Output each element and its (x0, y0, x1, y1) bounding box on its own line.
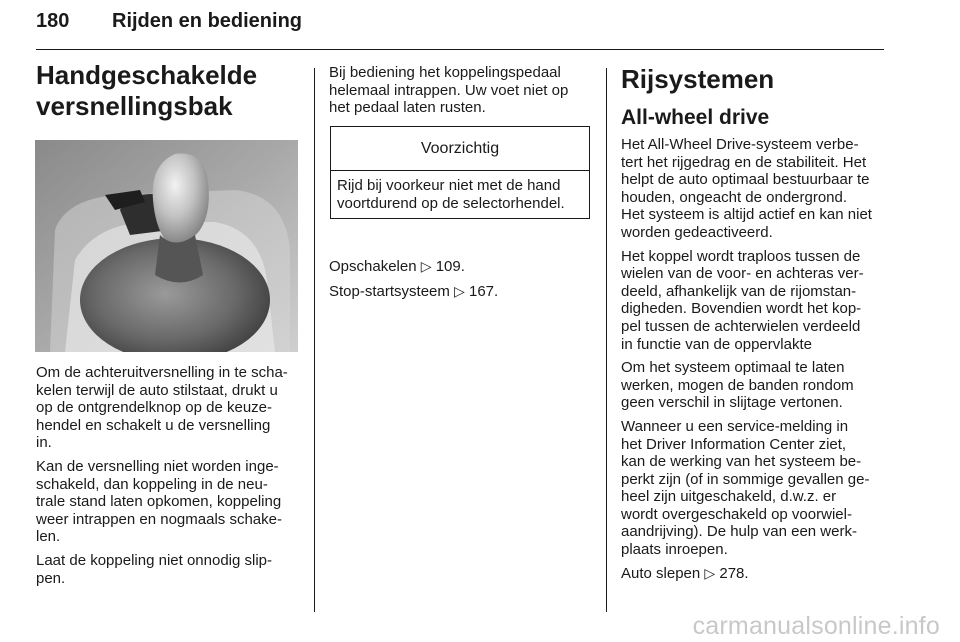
caution-box (330, 126, 590, 219)
page-reference-icon: ▷ (454, 283, 465, 299)
reference-label: Opschakelen (329, 258, 417, 275)
reference-stop-start[interactable] (329, 283, 498, 301)
col1-body (36, 364, 302, 587)
reference-page: 167. (469, 283, 499, 300)
header-rule (36, 49, 884, 50)
col1-heading: Handgeschakelde versnellingsbak (36, 60, 258, 121)
page-reference-icon: ▷ (704, 564, 716, 581)
col1-paragraph-2: Kan de versnelling niet worden inge- schakeld, dan koppeling in de neu- trale stand laten opkomen, koppeling weer intrappen en nogmaals schake- len. (36, 457, 282, 546)
col3-paragraph-1: Het All-Wheel Drive-systeem verbe- tert het rijgedrag en de stabiliteit. Het helpt de auto optimaal bestuurbaar te houden, ongeacht de ondergrond. Het systeem is altijd actief en kan niet worden gedeactiveerd. (621, 136, 872, 241)
col3-paragraph-3: Om het systeem optimaal te laten werken, mogen de banden rondom geen verschil in slijtage vertonen. (621, 359, 854, 412)
col3-body (621, 136, 889, 582)
column-divider-1 (314, 68, 315, 612)
column-divider-2 (606, 68, 607, 612)
col1-paragraph-1: Om de achteruitversnelling in te scha- kelen terwijl de auto stilstaat, drukt u op de ontgrendelknop op de keuze- hendel en schakelt u de versnelling in. (36, 364, 288, 452)
reference-page: 278. (719, 564, 749, 582)
reference-label: Stop-startsysteem (329, 283, 450, 300)
col3-heading: Rijsystemen (621, 64, 775, 94)
col3-subheading: All-wheel drive (621, 106, 770, 129)
page-number: 180 (36, 10, 70, 32)
caution-text: Rijd bij voorkeur niet met de hand voortdurend op de selectorhendel. (337, 177, 565, 212)
watermark: carmanualsonline.info (692, 612, 940, 640)
col1-paragraph-3: Laat de koppeling niet onnodig slip- pen. (36, 551, 273, 587)
section-title: Rijden en bediening (112, 10, 303, 32)
page-reference-icon: ▷ (420, 258, 432, 274)
col3-paragraph-2: Het koppel wordt traploos tussen de wielen van de voor- en achteras ver- deeld, afhankelijk van de rijomstan- digheden. Bovendien wordt het kop- pel tussen de achterwielen verdeeld in functie van de oppervlakte (621, 247, 864, 353)
col2-intro: Bij bediening het koppelingspedaal helemaal intrappen. Uw voet niet op het pedaal laten rusten. (329, 64, 569, 117)
reference-opschakelen[interactable] (329, 258, 465, 276)
reference-page: 109. (435, 258, 465, 275)
gear-shift-knob-illustration (35, 140, 298, 352)
reference-auto-slepen[interactable] (621, 565, 889, 583)
gear-shift-figure (35, 140, 298, 352)
caution-title: Voorzichtig (331, 127, 589, 171)
col3-paragraph-4: Wanneer u een service-melding in het Driver Information Center ziet, kan de werking van het systeem be- perkt zijn (of in sommige gevallen ge- heel zijn uitgeschakeld, d.w.z. er wordt overgeschakeld op voorwiel- aandrijving). De hulp van een werk- plaats inroepen. (621, 417, 870, 559)
reference-label: Auto slepen (621, 564, 701, 582)
